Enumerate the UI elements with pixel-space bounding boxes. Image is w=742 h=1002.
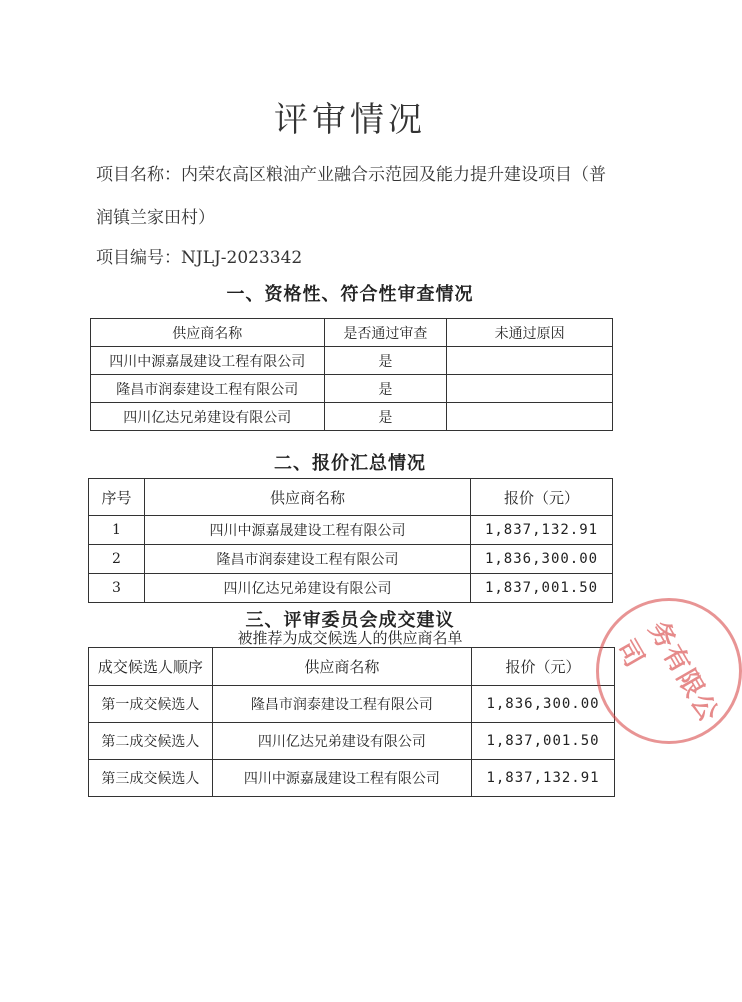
col-header-no: 序号 — [89, 479, 145, 516]
passed-cell: 是 — [324, 347, 447, 375]
section3-subheading: 被推荐为成交候选人的供应商名单 — [237, 629, 463, 647]
rank-cell: 第三成交候选人 — [89, 760, 213, 797]
table-header-row — [89, 648, 615, 686]
table-row — [91, 403, 613, 431]
price-cell: 1,837,132.91 — [471, 516, 613, 545]
supplier-cell: 四川亿达兄弟建设有限公司 — [144, 574, 470, 603]
col-header-price: 报价（元） — [471, 479, 613, 516]
price-cell: 1,837,001.50 — [471, 574, 613, 603]
col-header-price: 报价（元） — [472, 648, 615, 686]
section3-heading: 三、评审委员会成交建议 — [245, 610, 455, 631]
no-cell: 1 — [89, 516, 145, 545]
table-row — [89, 545, 613, 574]
price-cell: 1,836,300.00 — [471, 545, 613, 574]
reason-cell — [447, 375, 613, 403]
section1-heading: 一、资格性、符合性审查情况 — [226, 284, 474, 305]
reason-cell — [447, 403, 613, 431]
table-row — [91, 347, 613, 375]
price-cell: 1,837,001.50 — [472, 723, 615, 760]
rank-cell: 第二成交候选人 — [89, 723, 213, 760]
supplier-cell: 隆昌市润泰建设工程有限公司 — [144, 545, 470, 574]
col-header-supplier: 供应商名称 — [212, 648, 471, 686]
supplier-cell: 四川中源嘉晟建设工程有限公司 — [91, 347, 325, 375]
reason-cell — [447, 347, 613, 375]
supplier-cell: 四川中源嘉晟建设工程有限公司 — [144, 516, 470, 545]
stamp-text: 务有限公司 — [610, 616, 725, 729]
table-row — [89, 516, 613, 545]
project-number: 项目编号：NJLJ-2023342 — [96, 248, 303, 268]
col-header-passed: 是否通过审查 — [324, 319, 447, 347]
project-name-line2: 润镇兰家田村） — [96, 208, 215, 228]
table-row — [89, 723, 615, 760]
supplier-cell: 四川亿达兄弟建设有限公司 — [91, 403, 325, 431]
supplier-cell: 隆昌市润泰建设工程有限公司 — [91, 375, 325, 403]
table-row — [91, 375, 613, 403]
passed-cell: 是 — [324, 403, 447, 431]
supplier-cell: 四川亿达兄弟建设有限公司 — [212, 723, 471, 760]
rank-cell: 第一成交候选人 — [89, 686, 213, 723]
table-row — [89, 686, 615, 723]
company-seal-stamp — [596, 598, 742, 744]
col-header-supplier: 供应商名称 — [91, 319, 325, 347]
supplier-cell: 四川中源嘉晟建设工程有限公司 — [212, 760, 471, 797]
page-title: 评审情况 — [274, 100, 426, 140]
table-header-row — [91, 319, 613, 347]
price-cell: 1,837,132.91 — [472, 760, 615, 797]
table-row — [89, 574, 613, 603]
table-header-row — [89, 479, 613, 516]
col-header-rank: 成交候选人顺序 — [89, 648, 213, 686]
price-summary-table — [88, 478, 613, 603]
col-header-reason: 未通过原因 — [447, 319, 613, 347]
price-cell: 1,836,300.00 — [472, 686, 615, 723]
qualification-table — [90, 318, 613, 431]
table-row — [89, 760, 615, 797]
recommendation-table — [88, 647, 615, 797]
no-cell: 2 — [89, 545, 145, 574]
project-name-line1: 项目名称：内荣农高区粮油产业融合示范园及能力提升建设项目（普 — [96, 165, 606, 185]
passed-cell: 是 — [324, 375, 447, 403]
section2-heading: 二、报价汇总情况 — [274, 453, 426, 474]
supplier-cell: 隆昌市润泰建设工程有限公司 — [212, 686, 471, 723]
col-header-supplier: 供应商名称 — [144, 479, 470, 516]
no-cell: 3 — [89, 574, 145, 603]
